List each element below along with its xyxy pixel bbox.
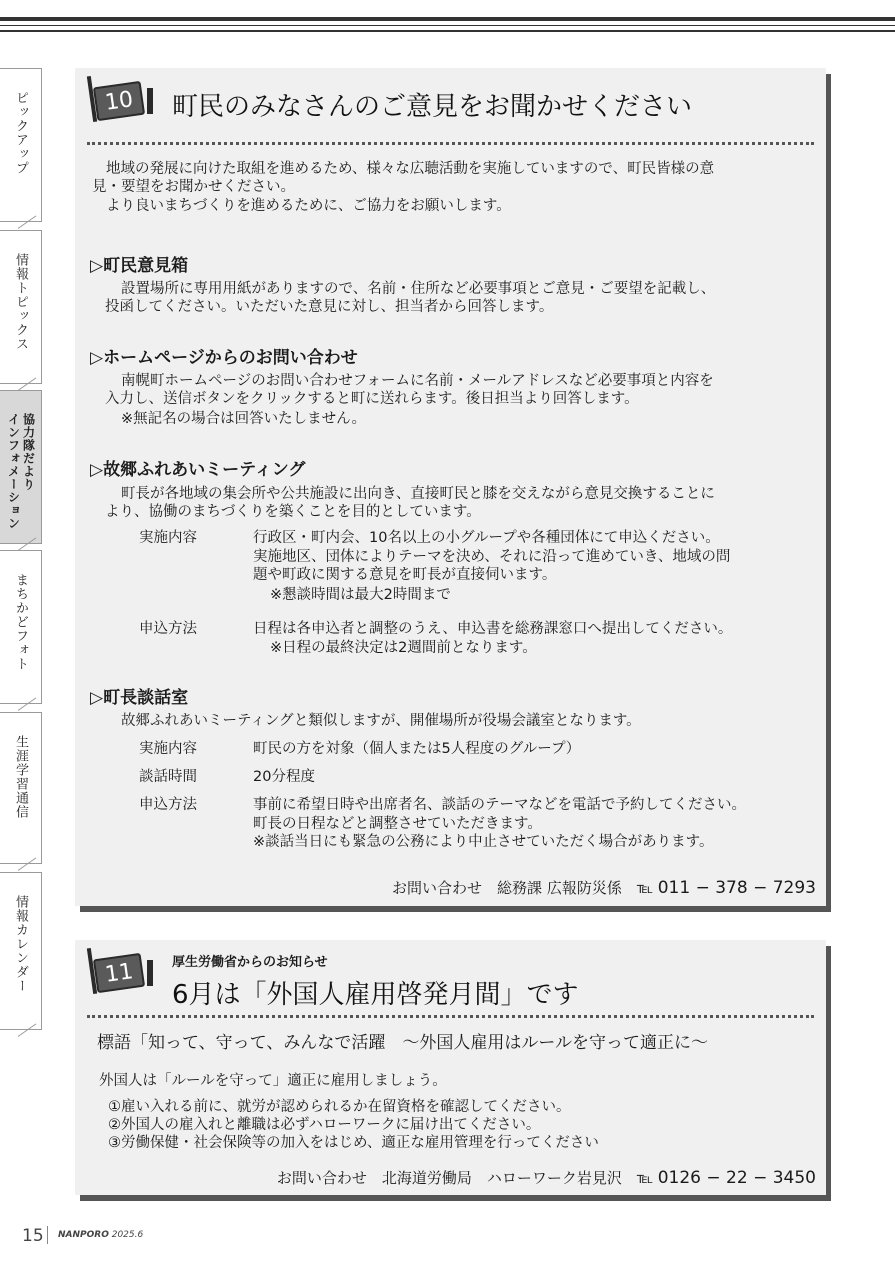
header-rule-thin <box>0 25 895 26</box>
contact-line <box>277 1167 816 1188</box>
meeting-content-note: ※懇談時間は最大2時間まで <box>270 587 451 603</box>
publication-info <box>58 1230 143 1240</box>
body-line: 南幌町ホームページのお問い合わせフォームに名前・メールアドレスなど必要事項と内容を <box>121 373 714 389</box>
sidebar-tab-label: 情報カレンダー <box>13 895 28 993</box>
list-item: ②外国人の雇入れと離職は必ずハローワークに届け出てください。 <box>108 1117 541 1133</box>
sidebar-tab-topics[interactable] <box>0 230 42 384</box>
heading-web-inquiry: ▷ホームページからのお問い合わせ <box>90 348 358 368</box>
sidebar-tab-label: ピックアップ <box>13 91 28 175</box>
meeting-content-line: 行政区・町内会、10名以上の小グループや各種団体にて申込ください。 <box>253 530 720 546</box>
sidebar-tab-label: 情報トピックス <box>13 253 28 351</box>
heading-suggestion-box: ▷町民意見箱 <box>90 256 189 276</box>
meeting-application-note: ※日程の最終決定は2週間前となります。 <box>270 640 537 656</box>
contact-label: お問い合わせ 北海道労働局 ハローワーク岩見沢 <box>276 1169 637 1187</box>
sidebar-tab-label: インフォメーション <box>6 413 21 530</box>
body-line: より、協働のまちづくりを築くことを目的としています。 <box>105 504 481 520</box>
body-line: 入力し、送信ボタンをクリックすると町に送れらます。後日担当より回答します。 <box>105 391 639 407</box>
meeting-label-application: 申込方法 <box>139 621 197 637</box>
lead-text: 外国人は「ルールを守って」適正に雇用しましょう。 <box>99 1073 447 1089</box>
phone-icon: ℡ <box>636 1169 653 1187</box>
body-line: 故郷ふれあいミーティングと類似しますが、開催場所が役場会議室となります。 <box>121 713 641 729</box>
intro-line: 見・要望をお聞かせください。 <box>92 179 295 195</box>
meeting-label-content: 実施内容 <box>139 530 197 546</box>
talk-application-line: 事前に希望日時や出席者名、談話のテーマなどを電話で予約してください。 <box>253 797 746 813</box>
flag-icon <box>85 948 155 998</box>
section-opinion-panel <box>75 68 826 906</box>
intro-line: より良いまちづくりを進めるために、ご協力をお願いします。 <box>106 198 511 214</box>
contact-line <box>392 877 816 898</box>
contact-label: お問い合わせ 総務課 広報防災係 <box>392 879 637 897</box>
section-title: 6月は「外国人雇用啓発月間」です <box>172 980 579 1010</box>
meeting-content-line: 実施地区、団体によりテーマを決め、それに沿って進めていき、地域の問 <box>253 549 731 565</box>
page-separator <box>47 1226 48 1244</box>
phone-icon: ℡ <box>636 879 653 897</box>
talk-label-application: 申込方法 <box>139 797 197 813</box>
sidebar-tab-pickup[interactable] <box>0 68 42 222</box>
section-number: 11 <box>93 953 145 993</box>
talk-label-duration: 談話時間 <box>139 769 197 785</box>
dotted-divider <box>87 142 814 145</box>
body-note: ※無記名の場合は回答いたしません。 <box>121 411 367 427</box>
talk-label-content: 実施内容 <box>139 741 197 757</box>
body-line: 設置場所に専用用紙がありますので、名前・住所など必要事項とご意見・ご要望を記載し、 <box>121 281 716 297</box>
sidebar-tab-lifelong-learning[interactable] <box>0 712 42 864</box>
contact-phone: 0126 − 22 − 3450 <box>657 1168 816 1188</box>
section-title: 町民のみなさんのご意見をお聞かせください <box>172 92 693 122</box>
talk-application-note: ※談話当日にも緊急の公務により中止させていただく場合があります。 <box>253 834 714 850</box>
heading-town-meeting: ▷故郷ふれあいミーティング <box>90 460 306 480</box>
list-item: ①雇い入れる前に、就労が認められるか在留資格を確認してください。 <box>108 1099 571 1115</box>
sidebar-tab-information[interactable] <box>0 390 42 544</box>
dotted-divider <box>87 1015 814 1018</box>
talk-application-line: 町長の日程などと調整させていただきます。 <box>253 816 542 832</box>
meeting-content-line: 題や町政に関する意見を町長が直接伺います。 <box>253 567 557 583</box>
contact-phone: 011 − 378 − 7293 <box>657 878 816 898</box>
sidebar-tab-photo[interactable] <box>0 550 42 704</box>
heading-mayor-talk-room: ▷町長談話室 <box>90 688 189 708</box>
sidebar-tab-label: まちかどフォト <box>13 573 28 671</box>
list-item: ③労働保健・社会保険等の加入をはじめ、適正な雇用管理を行ってください <box>108 1135 599 1151</box>
intro-line: 地域の発展に向けた取組を進めるため、様々な広聴活動を実施していますので、町民皆様の意 <box>106 161 715 177</box>
sidebar-tab-label-secondary: 協力隊だより <box>21 413 36 491</box>
flag-icon <box>85 76 155 126</box>
sidebar-tab-label: 生涯学習通信 <box>13 735 28 819</box>
header-rule-thick <box>0 17 895 21</box>
section-subtitle: 厚生労働省からのお知らせ <box>172 955 328 970</box>
talk-duration: 20分程度 <box>253 769 315 785</box>
talk-content: 町民の方を対象（個人または5人程度のグループ） <box>253 741 581 757</box>
sidebar-tab-calendar[interactable] <box>0 872 42 1030</box>
publication-name: NANPORO <box>58 1230 109 1240</box>
slogan: 標語「知って、守って、みんなで活躍 〜外国人雇用はルールを守って適正に〜 <box>97 1033 708 1053</box>
issue-date: 2025.6 <box>111 1230 144 1240</box>
meeting-application-line: 日程は各申込者と調整のうえ、申込書を総務課窓口へ提出してください。 <box>253 621 733 637</box>
header-rule <box>0 30 895 32</box>
body-line: 投函してください。いただいた意見に対し、担当者から回答します。 <box>105 299 554 315</box>
body-line: 町長が各地域の集会所や公共施設に出向き、直接町民と膝を交えながら意見交換することに <box>121 486 715 502</box>
section-foreign-employment-panel <box>75 940 826 1195</box>
page-number: 15 <box>22 1226 44 1246</box>
section-number: 10 <box>93 81 145 121</box>
